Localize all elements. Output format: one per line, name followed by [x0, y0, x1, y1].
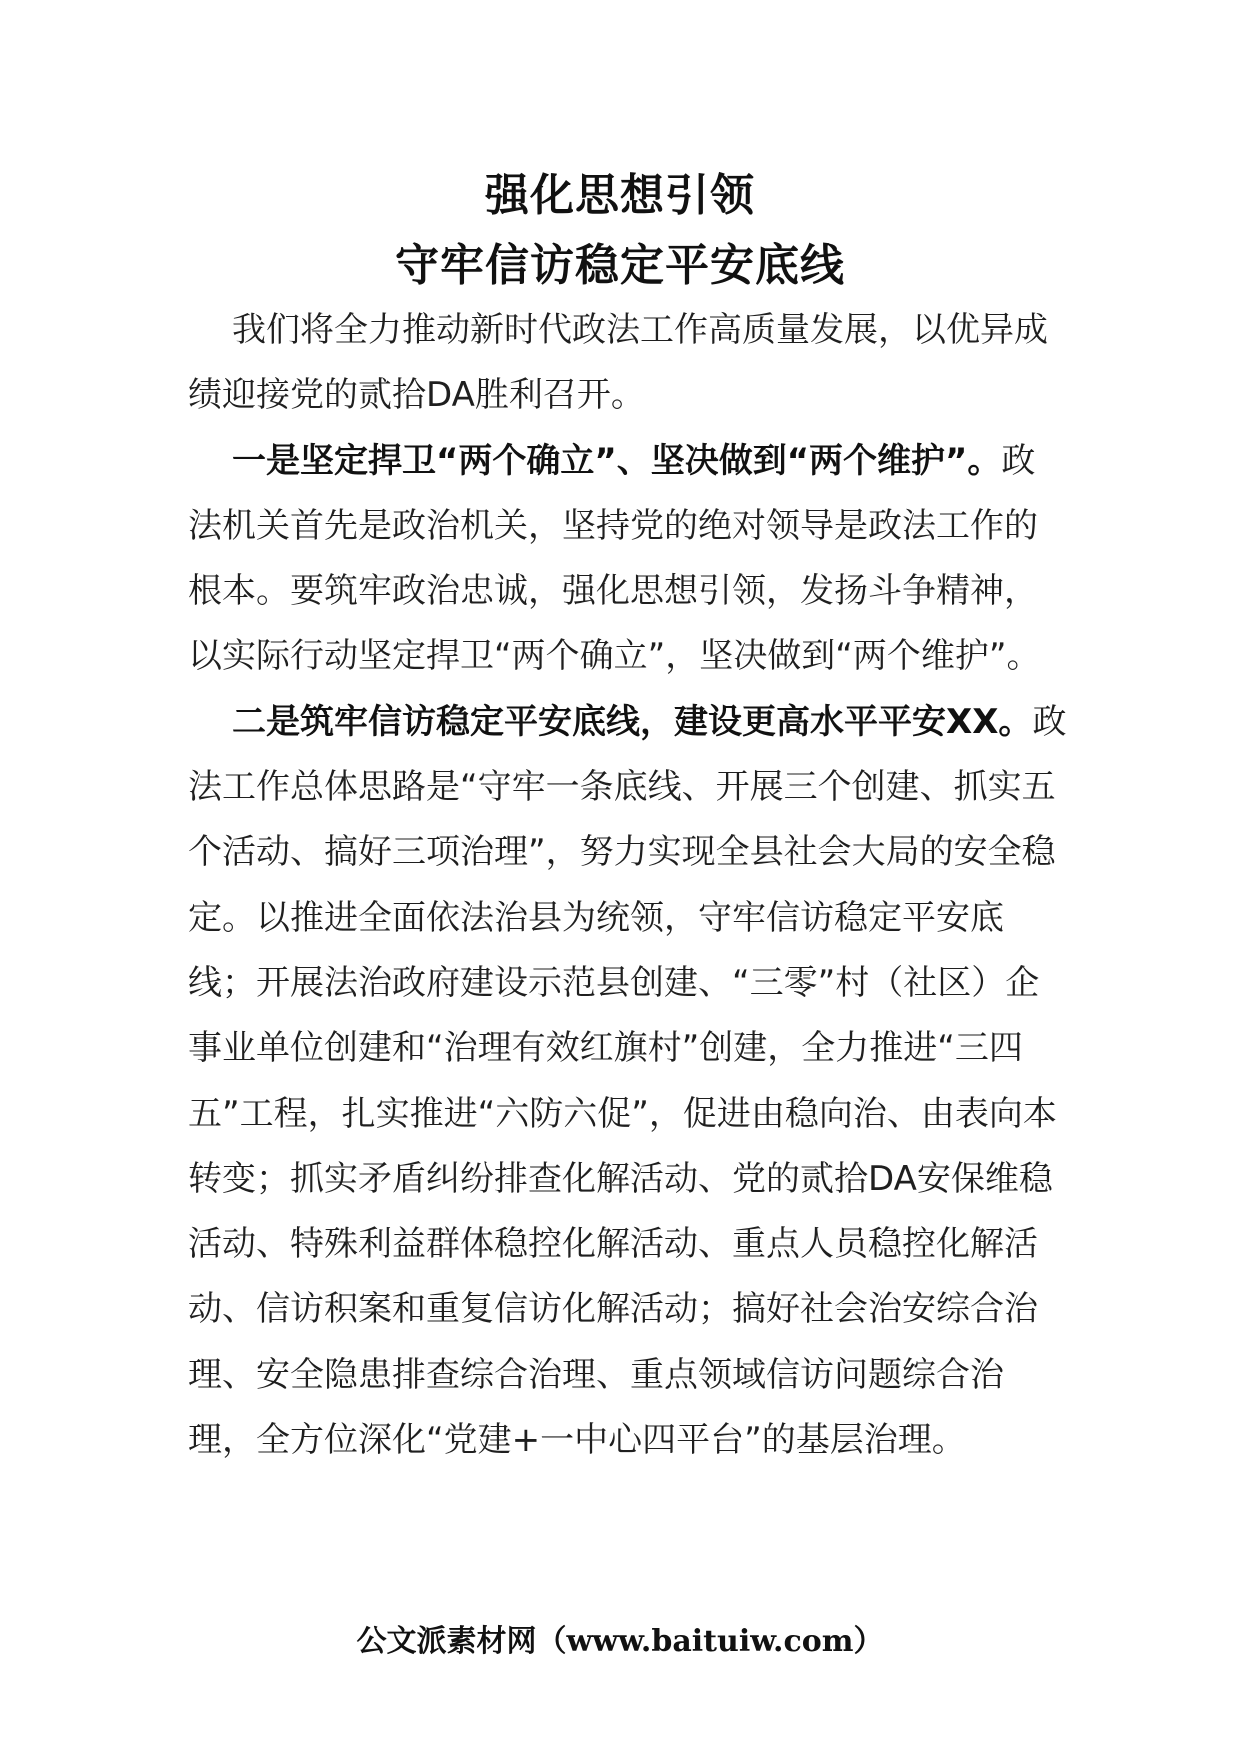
document-title-line-2: 守牢信访稳定平安底线 — [395, 240, 845, 291]
point-one-paragraph — [188, 429, 1068, 690]
document-title-line-1: 强化思想引领 — [485, 170, 755, 221]
source-footer: 公文派素材网（www.baituiw.com） — [356, 1624, 884, 1659]
point-two-heading: 二是筑牢信访稳定平安底线，建设更高水平平安XX。 — [232, 701, 1033, 742]
point-one-text: 政法机关首先是政治机关，坚持党的绝对领导是政法工作的根本。要筑牢政治忠诚，强化思想引领，发扬斗争精神，以实际行动坚定捍卫“两个确立”，坚决做到“两个维护”。 — [188, 440, 1041, 677]
point-two-paragraph — [188, 690, 1068, 1474]
document-body — [188, 298, 1068, 1473]
point-two-text: 政法工作总体思路是“守牢一条底线、开展三个创建、抓实五个活动、搞好三项治理”，努力实现全县社会大局的安全稳定。以推进全面依法治县为统领，守牢信访稳定平安底线；开展法治政府建设示范县创建、“三零”村（社区）企事业单位创建和“治理有效红旗村”创建，全力推进“三四五”工程，扎实推进“六防六促”，促进由稳向治、由表向本转变；抓实矛盾纠纷排查化解活动、党的贰拾DA安保维稳活动、特殊利益群体稳控化解活动、重点人员稳控化解活动、信访积案和重复信访化解活动；搞好社会治安综合治理、安全隐患排查综合治理、重点领域信访问题综合治理，全方位深化“党建+一中心四平台”的基层治理。 — [188, 701, 1067, 1461]
intro-paragraph: 我们将全力推动新时代政法工作高质量发展，以优异成绩迎接党的贰拾DA胜利召开。 — [188, 310, 1048, 416]
point-one-heading: 一是坚定捍卫“两个确立”、坚决做到“两个维护”。 — [232, 440, 1002, 481]
